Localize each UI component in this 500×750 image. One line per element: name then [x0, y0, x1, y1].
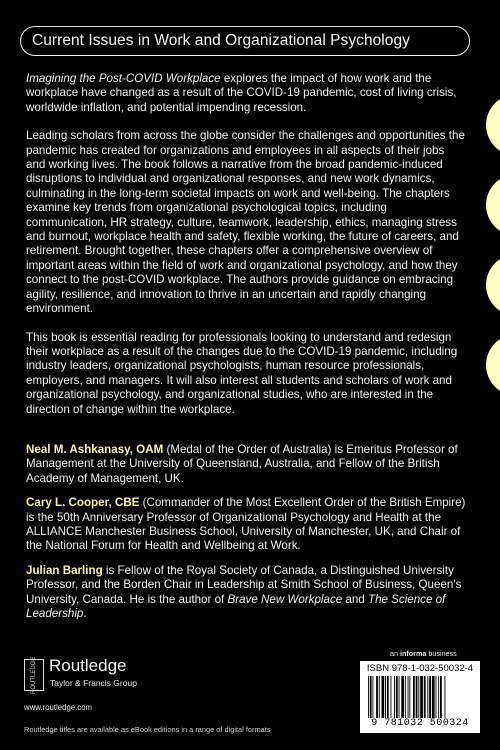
author-bio-barling: Julian Barling is Fellow of the Royal Society of Canada, a Distinguished University Professor, and the Borden Chair in Leadership at Smith School of Business, Queen’s University, Canada. He is the author of Brave New Workplace and The Science of Leadership. [26, 563, 462, 620]
routledge-mark-icon: ROUTLEDGE [24, 659, 44, 691]
decorative-circle-4 [486, 334, 500, 396]
routledge-logo [24, 656, 204, 692]
audience-paragraph: This book is essential reading for professionals looking to understand and redesign their workplace as a result of the changes due to the COVID-19 pandemic, including industry leaders, organizational psychologists, human resource professionals, employers, and managers. It will also interest all students and scholars of work and organizational psychology, and organizational studies, who are interested in the direction of change within the workplace. [26, 330, 458, 416]
publisher-name: Routledge [49, 656, 127, 675]
series-title [20, 26, 470, 56]
back-cover-text [26, 72, 466, 631]
decorative-circle-1 [486, 94, 500, 156]
author-name: Neal M. Ashkanasy, OAM [26, 442, 164, 456]
description-paragraph: Leading scholars from across the globe consider the challenges and opportunities the pandemic has created for organizations and employees in all aspects of their jobs and working lives. The book follows a narrative from the broad pandemic-induced disruptions to individual and organizational responses, and new work dynamics, culminating in the long-term societal impacts on work and well-being. The chapters examine key trends from organizational psychological topics, including communication, HR strategy, culture, teamwork, leadership, ethics, managing stress and burnout, workplace health and safety, flexible working, the future of careers, and retirement. Brought together, these chapters offer a comprehensive overview of important areas within the field of work and organizational psychology, and how they connect to the post-COVID workplace. The authors provide guidance on embracing agility, resilience, and innovation to thrive in an uncertain and rapidly changing environment. [26, 129, 465, 316]
barcode-digits: 9 781032 500324 [371, 718, 469, 729]
barcode-icon [366, 676, 474, 718]
intro-paragraph: Imagining the Post-COVID Workplace explores the impact of how work and the workplace have changed as a result of the COVID-19 pandemic, cost of living crisis, worldwide inflation, and potential impending recession. [26, 72, 457, 114]
informa-business-label: an informa business [390, 649, 457, 658]
publisher-website[interactable]: www.routledge.com [24, 703, 93, 712]
decorative-circle-3 [486, 254, 500, 316]
decorative-circle-2 [486, 174, 500, 236]
book-title: Imagining the Post-COVID Workplace [26, 72, 221, 85]
author-bio-cooper: Cary L. Cooper, CBE (Commander of the Most Excellent Order of the British Empire) is the 50th Anniversary Professor of Organizational Psychology and Health at the ALLIANCE Manchester Business School, University of Manchester, UK, and Chair of the National Forum for Health and Wellbeing at Work. [26, 496, 466, 553]
publisher-group: Taylor & Francis Group [50, 678, 137, 688]
isbn-text: ISBN 978-1-032-50032-4 [366, 663, 474, 674]
series-title-text: Current Issues in Work and Organizational Psychology [32, 32, 410, 49]
ebook-note: Routledge titles are available as eBook editions in a range of digital formats [24, 725, 271, 734]
author-name: Julian Barling [26, 563, 103, 577]
author-bio-ashkanasy: Neal M. Ashkanasy, OAM (Medal of the Order of Australia) is Emeritus Professor of Management at the University of Queensland, Australia, and Fellow of the British Academy of Management, UK. [26, 442, 458, 485]
barcode-panel [360, 661, 480, 733]
author-name: Cary L. Cooper, CBE [26, 496, 140, 510]
